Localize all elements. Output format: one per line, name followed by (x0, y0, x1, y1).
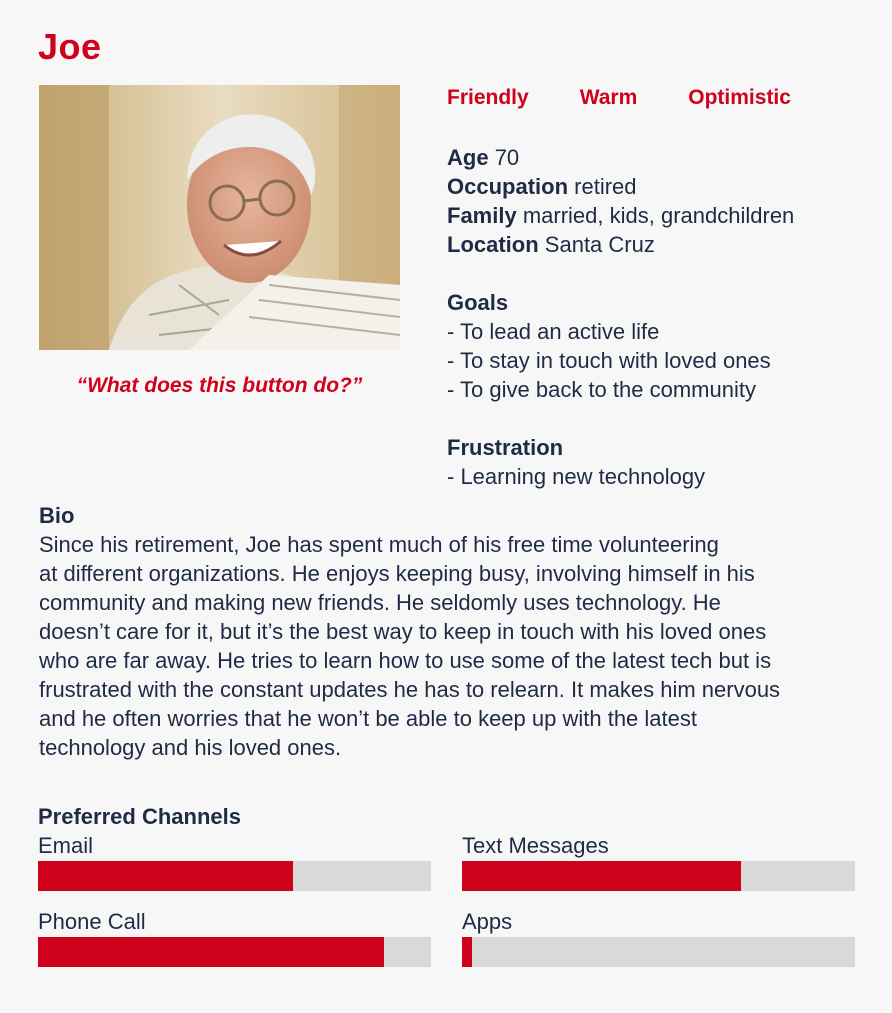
goals-title: Goals (447, 290, 509, 315)
channel-bar (38, 861, 431, 891)
family-value: married, kids, grandchildren (522, 203, 795, 228)
location-value: Santa Cruz (544, 232, 655, 257)
age-value: 70 (494, 145, 520, 170)
channel-bar-fill (462, 861, 741, 891)
trait-warm: Warm (579, 86, 638, 109)
bio-line: at different organizations. He enjoys keeping busy, involving himself in his (39, 561, 755, 586)
channels-title: Preferred Channels (38, 804, 241, 829)
persona-details (447, 143, 867, 491)
bio-line: frustrated with the constant updates he has to relearn. It makes him nervous (39, 677, 781, 702)
channel-bar (38, 937, 431, 967)
location-row (447, 230, 867, 259)
trait-list (447, 86, 791, 110)
trait-friendly: Friendly (447, 86, 529, 109)
channel-phone-call (38, 907, 431, 967)
occupation-row (447, 172, 867, 201)
bio-line: technology and his loved ones. (39, 735, 342, 760)
bio-line: community and making new friends. He seldomly uses technology. He (39, 590, 721, 615)
age-label: Age (447, 145, 489, 170)
channel-bar-fill (462, 937, 472, 967)
channel-bar-fill (38, 861, 293, 891)
bio-section (39, 501, 859, 762)
bio-text (39, 530, 859, 762)
persona-photo (39, 85, 400, 350)
occupation-value: retired (574, 174, 637, 199)
channel-label: Phone Call (38, 909, 146, 934)
channel-label: Apps (462, 909, 513, 934)
persona-quote: “What does this button do?” (76, 374, 363, 397)
goal-item: - To lead an active life (447, 319, 660, 344)
bio-line: who are far away. He tries to learn how to use some of the latest tech but is (39, 648, 772, 673)
channel-email (38, 831, 431, 891)
channel-label: Text Messages (462, 833, 609, 858)
persona-name: Joe (38, 26, 102, 67)
location-label: Location (447, 232, 539, 257)
bio-line: and he often worries that he won’t be able to keep up with the latest (39, 706, 697, 731)
channel-text-messages (462, 831, 855, 891)
bio-title: Bio (39, 503, 75, 528)
channel-bar (462, 937, 855, 967)
channel-bar-fill (38, 937, 384, 967)
frustration-item: - Learning new technology (447, 464, 706, 489)
bio-line: doesn’t care for it, but it’s the best way to keep in touch with his loved ones (39, 619, 767, 644)
channel-apps (462, 907, 855, 967)
channel-bar (462, 861, 855, 891)
persona-photo-image (39, 85, 400, 350)
family-label: Family (447, 203, 517, 228)
age-row (447, 143, 867, 172)
trait-optimistic: Optimistic (688, 86, 791, 109)
family-row (447, 201, 867, 230)
goal-item: - To stay in touch with loved ones (447, 348, 771, 373)
occupation-label: Occupation (447, 174, 569, 199)
preferred-channels (38, 802, 855, 967)
channel-label: Email (38, 833, 94, 858)
bio-line: Since his retirement, Joe has spent much of his free time volunteering (39, 532, 719, 557)
frustration-title: Frustration (447, 435, 564, 460)
goal-item: - To give back to the community (447, 377, 756, 402)
